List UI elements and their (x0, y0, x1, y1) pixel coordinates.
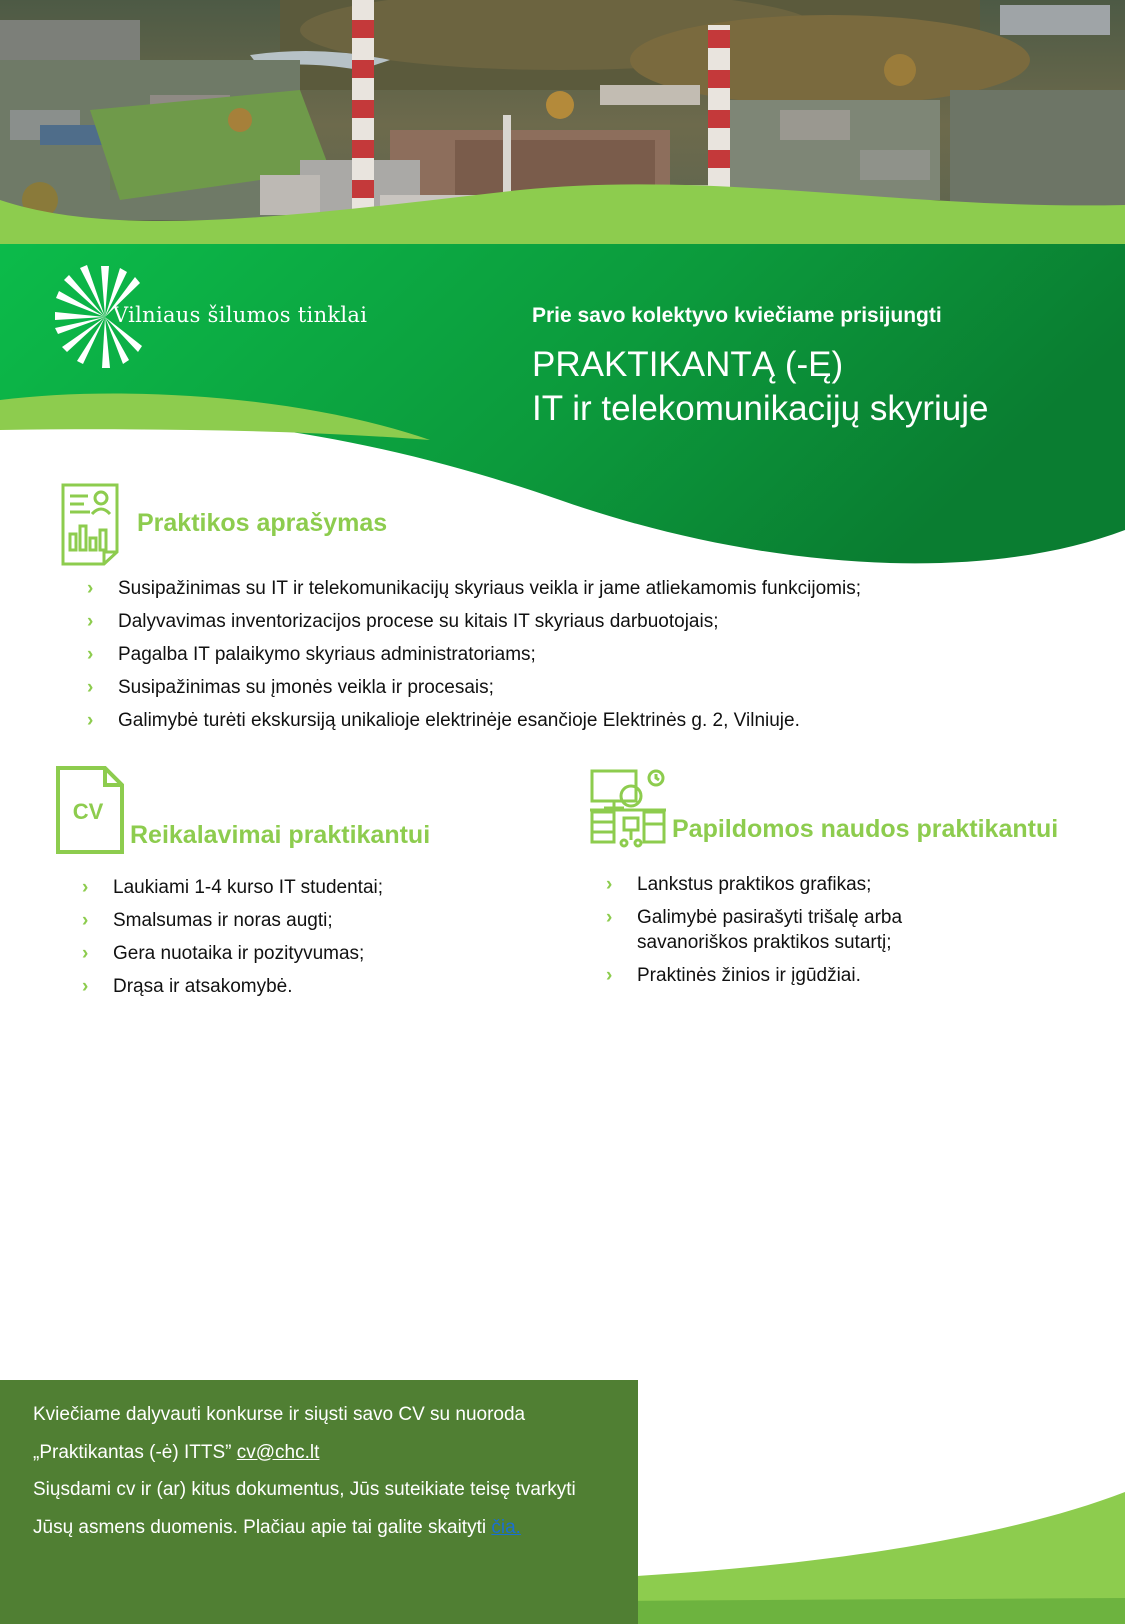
chevron-right-icon: › (82, 976, 89, 997)
list-item-text: Susipažinimas su įmonės veikla ir procesais; (118, 677, 494, 698)
list-item-text: Susipažinimas su IT ir telekomunikacijų skyriaus veikla ir jame atliekamomis funkcijomis; (118, 578, 862, 599)
chevron-right-icon: › (606, 965, 613, 986)
list-item (82, 941, 562, 966)
requirements-list (82, 875, 562, 1007)
position-title-line2: IT ir telekomunikacijų skyriuje (532, 389, 989, 428)
requirements-title: Reikalavimai praktikantui (130, 821, 431, 849)
list-item (87, 708, 1097, 733)
document-chart-icon (60, 482, 120, 567)
footer-line2 (33, 1434, 633, 1472)
list-item (82, 875, 562, 900)
company-name: Vilniaus šilumos tinklai (113, 303, 368, 327)
chevron-right-icon: › (82, 910, 89, 931)
email-link[interactable]: cv@chc.lt (236, 1441, 320, 1463)
chevron-right-icon: › (606, 874, 613, 895)
description-list (87, 576, 1097, 741)
chevron-right-icon: › (87, 578, 94, 599)
footer-line1: Kviečiame dalyvauti konkurse ir siųsti savo CV su nuoroda (33, 1404, 526, 1425)
benefits-title: Papildomos naudos praktikantui (672, 815, 1059, 843)
list-item-text: Pagalba IT palaikymo skyriaus administratoriams; (118, 644, 536, 665)
footer-text (33, 1396, 633, 1546)
chevron-right-icon: › (87, 677, 94, 698)
chevron-right-icon: › (82, 943, 89, 964)
list-item (606, 905, 946, 955)
footer-privacy-text: Jūsų asmens duomenis. Plačiau apie tai galite skaityti (33, 1516, 487, 1538)
list-item (87, 576, 1097, 601)
list-item-text: Galimybė pasirašyti trišalę arba savanoriškos praktikos sutartį; (637, 907, 903, 953)
list-item-text: Gera nuotaika ir pozityvumas; (113, 943, 365, 964)
description-title: Praktikos aprašymas (137, 509, 388, 537)
list-item-text: Dalyvavimas inventorizacijos procese su kitais IT skyriaus darbuotojais; (118, 611, 719, 632)
position-title (532, 343, 988, 431)
list-item (82, 974, 562, 999)
chevron-right-icon: › (87, 644, 94, 665)
list-item-text: Drąsa ir atsakomybė. (113, 976, 293, 997)
cv-document-icon (55, 765, 125, 855)
position-title-line1: PRAKTIKANTĄ (-Ę) (532, 345, 844, 384)
list-item (87, 675, 1097, 700)
cv-label: CV (72, 799, 104, 824)
list-item (606, 872, 946, 897)
list-item-text: Galimybė turėti ekskursiją unikalioje elektrinėje esančioje Elektrinės g. 2, Vilniuje. (118, 710, 800, 731)
chevron-right-icon: › (87, 710, 94, 731)
benefits-list (606, 872, 946, 996)
list-item (82, 908, 562, 933)
list-item (606, 963, 946, 988)
footer-line3: Siųsdami cv ir (ar) kitus dokumentus, Jūs suteikiate teisę tvarkyti (33, 1479, 576, 1500)
chevron-right-icon: › (87, 611, 94, 632)
workplace-desk-icon (588, 768, 668, 848)
footer-line4 (33, 1509, 633, 1547)
chevron-right-icon: › (606, 907, 613, 928)
chevron-right-icon: › (82, 877, 89, 898)
list-item-text: Praktinės žinios ir įgūdžiai. (637, 965, 861, 986)
list-item-text: Lankstus praktikos grafikas; (637, 874, 872, 895)
privacy-link[interactable]: čia. (491, 1516, 521, 1538)
list-item (87, 642, 1097, 667)
footer-reference: „Praktikantas (-ė) ITTS” (33, 1441, 232, 1463)
list-item (87, 609, 1097, 634)
list-item-text: Smalsumas ir noras augti; (113, 910, 333, 931)
invite-text: Prie savo kolektyvo kviečiame prisijungti (532, 304, 942, 327)
list-item-text: Laukiami 1-4 kurso IT studentai; (113, 877, 384, 898)
